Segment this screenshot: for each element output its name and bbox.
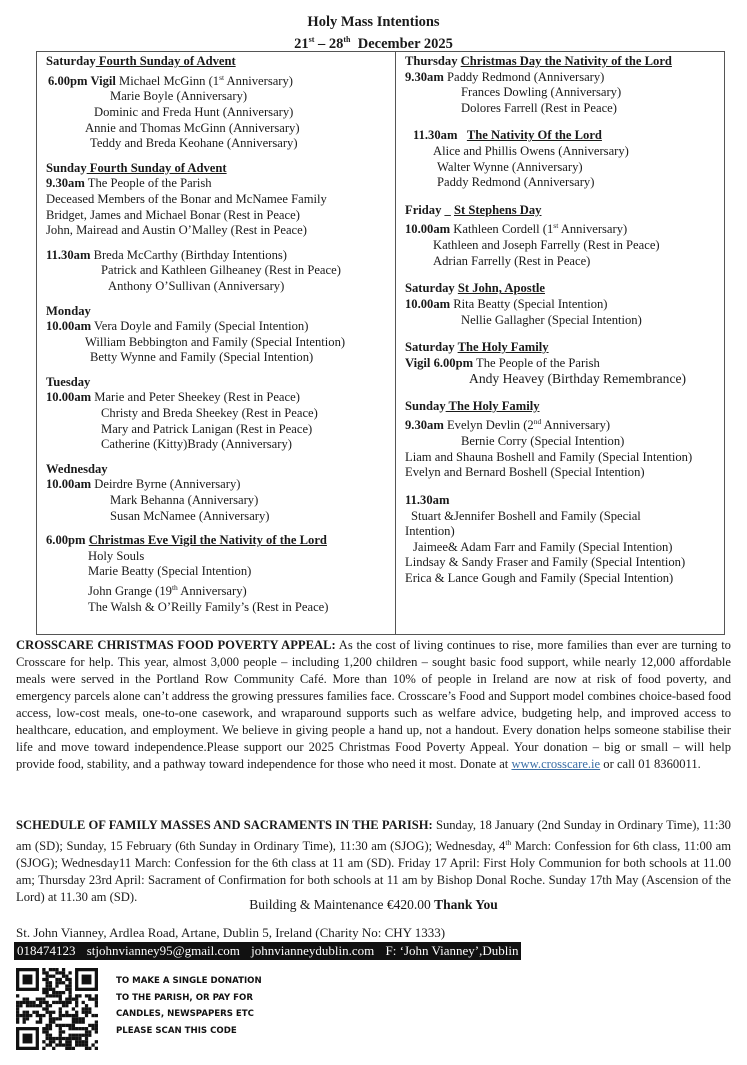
day-heading: Saturday Fourth Sunday of Advent — [46, 54, 236, 68]
intention-line: Deceased Members of the Bonar and McNamee Family — [46, 191, 327, 206]
intention-line: Lindsay & Sandy Fraser and Family (Special Intention) — [405, 555, 686, 570]
schedule-sup: th — [505, 838, 512, 847]
intention-line: 11.30am The Nativity Of the Lord — [413, 128, 602, 143]
day-heading: Sunday Fourth Sunday of Advent — [46, 160, 227, 175]
mass-intentions-table — [36, 51, 725, 635]
intention-line: Kathleen and Joseph Farrelly (Rest in Peace) — [433, 238, 660, 253]
intention-line: Marie Beatty (Special Intention) — [88, 564, 252, 579]
intention-line: Intention) — [405, 524, 455, 539]
wednesday-block — [46, 462, 391, 524]
intention-line: Anthony O’Sullivan (Anniversary) — [108, 278, 285, 293]
day-heading: Wednesday — [46, 461, 108, 476]
parish-address: St. John Vianney, Ardlea Road, Artane, Dublin 5, Ireland (Charity No: CHY 1333) — [16, 925, 446, 940]
qr-instructions — [116, 973, 262, 1039]
intention-line: 6.00pm Vigil Michael McGinn (1st Anniversary) — [48, 72, 293, 88]
friday-block — [405, 203, 723, 270]
intention-line: Holy Souls — [88, 548, 145, 563]
qr-code-icon[interactable] — [16, 968, 98, 1050]
saturday-st-john-block — [405, 281, 723, 328]
monday-block — [46, 304, 391, 366]
day-heading: Sunday The Holy Family — [405, 398, 540, 413]
sunday-advent-block — [46, 161, 391, 239]
intention-line: Betty Wynne and Family (Special Intention) — [90, 350, 314, 365]
intention-line: Marie Boyle (Anniversary) — [110, 89, 248, 104]
facebook: F: ‘John Vianney’,Dublin — [385, 943, 519, 958]
right-column — [405, 54, 723, 596]
intention-line: 10.00am Marie and Peter Sheekey (Rest in Peace) — [46, 390, 300, 405]
day-heading: Thursday Christmas Day the Nativity of the Lord — [405, 54, 672, 68]
day-heading: Monday — [46, 303, 91, 318]
intention-line: John, Mairead and Austin O’Malley (Rest in Peace) — [46, 223, 307, 238]
intention-line: Liam and Shauna Boshell and Family (Special Intention) — [405, 449, 693, 464]
title-heading: Holy Mass Intentions — [307, 14, 440, 30]
saturday-holy-family-block — [405, 340, 723, 387]
intention-line: 10.00am Vera Doyle and Family (Special Intention) — [46, 319, 309, 334]
intention-line: Catherine (Kitty)Brady (Anniversary) — [101, 437, 292, 452]
sunday-1130-block — [46, 248, 391, 295]
intention-line: Teddy and Breda Keohane (Anniversary) — [90, 136, 298, 151]
intention-line: Bernie Corry (Special Intention) — [461, 434, 625, 449]
day-heading: Saturday The Holy Family — [405, 340, 549, 355]
intention-line: Adrian Farrelly (Rest in Peace) — [433, 253, 591, 268]
crosscare-appeal — [16, 637, 731, 773]
intention-line: 6.00pm Christmas Eve Vigil the Nativity of the Lord — [46, 533, 327, 548]
intention-line: Annie and Thomas McGinn (Anniversary) — [85, 120, 300, 135]
crosscare-link[interactable]: www.crosscare.ie — [511, 757, 601, 771]
appeal-heading: CROSSCARE CHRISTMAS FOOD POVERTY APPEAL: — [16, 638, 336, 652]
intention-line: Paddy Redmond (Anniversary) — [437, 175, 595, 190]
intention-line: Andy Heavey (Birthday Remembrance) — [469, 371, 687, 387]
building-amount: Building & Maintenance €420.00 — [249, 897, 435, 912]
day-heading: Tuesday — [46, 374, 91, 389]
day-heading: Saturday St John, Apostle — [405, 281, 545, 296]
intention-line: Mark Behanna (Anniversary) — [110, 493, 259, 508]
qr-text-line: TO THE PARISH, OR PAY FOR — [116, 992, 253, 1003]
intention-line: Nellie Gallagher (Special Intention) — [461, 312, 642, 327]
appeal-body: As the cost of living continues to rise, more families than ever are turning to Crosscare for help. This year, almost 3,000 people – including 1,200 children – sought basic food support, while nearly 12,000 affordable meals were served in the Portland Row Community Café. More than 10% of people in Ireland are now at risk of food poverty, and emergency parcels alone can’t address the growing pressures families face. Crosscare’s Food and Support model combines choice-based food access, low-cost meals, one-to-one casework, and wraparound supports such as welfare advice, budgeting help, and improved access to healthcare, education, and employment. We believe in giving people a hand up, not a handout. Every donation helps someone stabilise their life and move toward independence.Please support our 2025 Christmas Food Poverty Appeal. Your donation – big or small – will help provide food, stability, and a pathway toward independence for those who need it most. Donate at — [16, 638, 731, 771]
qr-text-line: PLEASE SCAN THIS CODE — [116, 1025, 237, 1036]
page-title — [0, 14, 747, 53]
saturday-advent-block — [46, 54, 391, 152]
qr-text-line: CANDLES, NEWSPAPERS ETC — [116, 1009, 254, 1020]
intention-line: Erica & Lance Gough and Family (Special Intention) — [405, 571, 674, 585]
schedule-body-2: March: Confession for 6th class, 11:00 am (SJOG); Wednesday11 March: Confession for the 6th class at 11 am (SD). Friday 17 April: First Holy Communion for both schools at 11.00 am; Thursday 23rd April: Sacrament of Confirmation for both schools at 11 am by Bishop Donal Roche. Sunday 17th May (Ascension of the Lord) at 11.30 am (SD). — [16, 839, 731, 905]
intention-line: Vigil 6.00pm The People of the Parish — [405, 355, 600, 370]
intention-line: William Bebbington and Family (Special Intention) — [85, 334, 346, 349]
intention-line: 10.00am Kathleen Cordell (1st Anniversary) — [405, 221, 628, 237]
building-maintenance — [0, 897, 747, 913]
intention-line: Evelyn and Bernard Boshell (Special Intention) — [405, 465, 645, 480]
intention-line: Patrick and Kathleen Gilheaney (Rest in Peace) — [101, 263, 341, 278]
intention-line: 9.30am Paddy Redmond (Anniversary) — [405, 69, 605, 84]
thursday-1130-block — [405, 128, 723, 190]
email-address[interactable]: stjohnvianney95@gmail.com — [86, 943, 240, 958]
day-heading: Friday _ St Stephens Day — [405, 202, 542, 217]
intention-line: 10.00am Rita Beatty (Special Intention) — [405, 296, 608, 311]
intention-line: 11.30am Breda McCarthy (Birthday Intentions) — [46, 247, 287, 262]
intention-line: Walter Wynne (Anniversary) — [437, 159, 583, 174]
intention-line: Bridget, James and Michael Bonar (Rest in Peace) — [46, 207, 300, 222]
column-divider — [395, 52, 396, 634]
qr-text-line: TO MAKE A SINGLE DONATION — [116, 976, 262, 986]
intention-line: Alice and Phillis Owens (Anniversary) — [433, 143, 629, 158]
intention-line: Mary and Patrick Lanigan (Rest in Peace) — [101, 421, 313, 436]
title-dates: 21st – 28th December 2025 — [294, 35, 453, 52]
intention-line: 9.30am Evelyn Devlin (2nd Anniversary) — [405, 417, 611, 433]
intention-line: Stuart &Jennifer Boshell and Family (Special — [411, 508, 641, 523]
sunday-holy-family-block — [405, 399, 723, 481]
intention-line: Jaimee& Adam Farr and Family (Special Intention) — [413, 539, 673, 554]
intention-line: 9.30am The People of the Parish — [46, 176, 212, 191]
sunday-1130-block — [405, 493, 723, 587]
schedule-heading: SCHEDULE OF FAMILY MASSES AND SACRAMENTS IN THE PARISH: — [16, 818, 433, 832]
thank-you: Thank You — [434, 897, 498, 912]
appeal-tail: or call 01 8360011. — [600, 757, 701, 771]
intention-line: Christy and Breda Sheekey (Rest in Peace) — [101, 406, 318, 421]
contact-bar — [14, 942, 521, 960]
schedule-body-1: Sunday, 18 January (2nd Sunday in Ordinary Time), 11:30 am (SD); Sunday, 15 February (6th Sunday in Ordinary Time), 11:30 am (SJOG); Wednesday, 4 — [16, 818, 731, 854]
intention-line: The Walsh & O’Reilly Family’s (Rest in Peace) — [88, 599, 329, 614]
mass-time: 11.30am — [405, 493, 450, 508]
intention-line: Susan McNamee (Anniversary) — [110, 508, 270, 523]
christmas-eve-block — [46, 533, 391, 615]
intention-line: Frances Dowling (Anniversary) — [461, 85, 622, 100]
phone-number: 018474123 — [17, 943, 76, 958]
intention-line: Dominic and Freda Hunt (Anniversary) — [94, 104, 294, 119]
sacraments-schedule — [16, 817, 731, 906]
left-column — [46, 54, 391, 624]
intention-line: Dolores Farrell (Rest in Peace) — [461, 100, 617, 115]
tuesday-block — [46, 375, 391, 453]
website[interactable]: johnvianneydublin.com — [251, 943, 375, 958]
intention-line: 10.00am Deirdre Byrne (Anniversary) — [46, 477, 241, 492]
thursday-block — [405, 54, 723, 116]
intention-line: John Grange (19th Anniversary) — [88, 583, 247, 599]
